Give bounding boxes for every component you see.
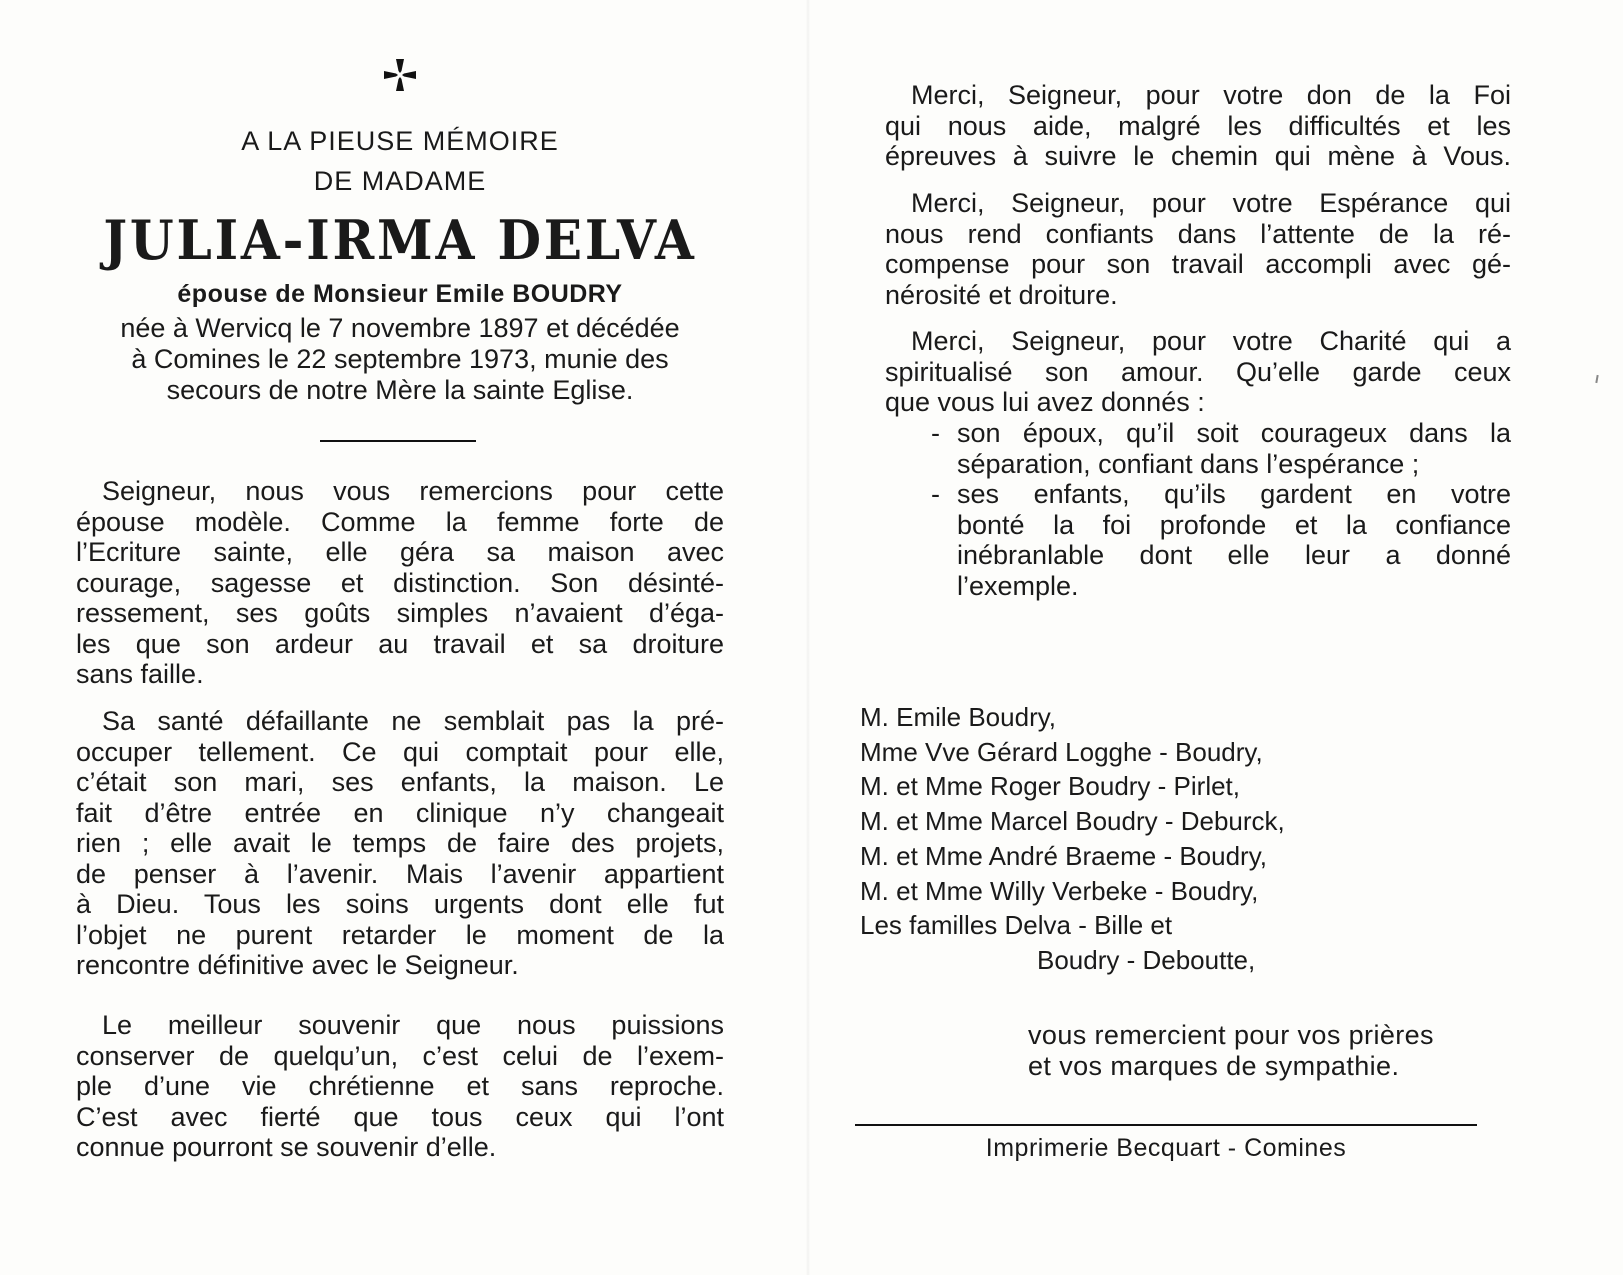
memorial-heading: A LA PIEUSE MÉMOIRE (241, 126, 559, 156)
prayer-paragraph-hope (885, 188, 1511, 310)
birth-death-details (76, 313, 724, 406)
text-line: c’était son mari, ses enfants, la maison. Le (76, 767, 724, 797)
text-line: séparation, confiant dans l’espérance ; (957, 448, 1420, 479)
text-line: qui nous aide, malgré les difficultés et les (885, 110, 1511, 141)
text-line: Sa santé défaillante ne semblait pas la pré- (102, 706, 724, 736)
scan-speck (1595, 375, 1598, 383)
text-line: Seigneur, nous vous remercions pour cette (102, 476, 724, 506)
memorial-subheading: DE MADAME (313, 166, 487, 196)
family-member: M. et Mme Roger Boudry - Pirlet, (860, 771, 1240, 802)
thanks-message (1028, 1020, 1434, 1082)
footer-divider (855, 1124, 1477, 1126)
text-line: épouse modèle. Comme la femme forte de (76, 506, 724, 537)
family-member: Mme Vve Gérard Logghe - Boudry, (860, 736, 1263, 767)
family-member: Les familles Delva - Bille et (860, 910, 1173, 941)
text-line: sans faille. (76, 659, 204, 689)
text-line: que vous lui avez donnés : (885, 387, 1205, 417)
deceased-name: JULIA-IRMA DELVA (103, 208, 697, 272)
prayer-bullet-list (931, 418, 1511, 601)
thanks-line: et vos marques de sympathie. (1028, 1051, 1400, 1081)
family-member: M. Emile Boudry, (860, 702, 1057, 732)
text-line: rien ; elle avait le temps de faire des projets, (76, 828, 724, 858)
birth-death-line: à Comines le 22 septembre 1973, munie des (131, 344, 669, 374)
card-fold-line (806, 0, 810, 1275)
text-line: compense pour son travail accompli avec gé- (885, 249, 1511, 279)
text-line: rencontre définitive avec le Seigneur. (76, 950, 519, 980)
text-line: courage, sagesse et distinction. Son désinté- (76, 567, 724, 598)
text-line: bonté la foi profonde et la confiance (957, 509, 1511, 540)
text-line: à Dieu. Tous les soins urgents dont elle fut (76, 889, 724, 919)
family-member: M. et Mme André Braeme - Boudry, (860, 840, 1267, 871)
bullet-dash: - (931, 479, 940, 509)
text-line: Merci, Seigneur, pour votre Espérance qui (911, 188, 1511, 218)
tribute-paragraph-1 (76, 476, 724, 690)
text-line: inébranlable dont elle leur a donné (957, 540, 1511, 570)
text-line: spiritualisé son amour. Qu’elle garde ceux (885, 356, 1511, 387)
cross-pattee-icon (383, 58, 417, 92)
text-line: son époux, qu’il soit courageux dans la (957, 418, 1511, 448)
spouse-line: épouse de Monsieur Emile BOUDRY (177, 280, 623, 308)
thanks-line: vous remercient pour vos prières (1028, 1020, 1434, 1050)
text-line: ses enfants, qu’ils gardent en votre (957, 479, 1511, 509)
text-line: ressement, ses goûts simples n’avaient d’éga- (76, 598, 724, 628)
text-line: fait d’être entrée en clinique n’y changeait (76, 797, 724, 828)
text-line: de penser à l’avenir. Mais l’avenir appartient (76, 858, 724, 889)
tribute-paragraph-2 (76, 706, 724, 981)
birth-death-line: née à Wervicq le 7 novembre 1897 et décédée (120, 313, 680, 343)
bullet-dash: - (931, 418, 940, 448)
prayer-paragraph-faith (885, 80, 1511, 172)
divider (320, 440, 476, 442)
text-line: l’objet ne purent retarder le moment de la (76, 919, 724, 950)
text-line: l’exemple. (957, 570, 1079, 601)
tribute-paragraph-3 (76, 1010, 724, 1163)
text-line: l’Ecriture sainte, elle géra sa maison avec (76, 537, 724, 567)
bullet-item-spouse (931, 418, 1511, 479)
text-line: occuper tellement. Ce qui comptait pour elle, (76, 736, 724, 767)
family-member-continuation: Boudry - Deboutte, (1037, 944, 1256, 975)
text-line: Merci, Seigneur, pour votre Charité qui a (911, 326, 1511, 356)
text-line: connue pourront se souvenir d’elle. (76, 1132, 497, 1162)
text-line: les que son ardeur au travail et sa droiture (76, 628, 724, 659)
text-line: ple d’une vie chrétienne et sans reproche. (76, 1071, 724, 1101)
text-line: C’est avec fierté que tous ceux qui l’ont (76, 1101, 724, 1132)
family-member: M. et Mme Willy Verbeke - Boudry, (860, 875, 1259, 906)
prayer-paragraph-charity (885, 326, 1511, 418)
text-line: épreuves à suivre le chemin qui mène à Vous. (885, 141, 1511, 171)
birth-death-line: secours de notre Mère la sainte Eglise. (166, 375, 634, 405)
text-line: conserver de quelqu’un, c’est celui de l’exem- (76, 1040, 724, 1071)
text-line: nous rend confiants dans l’attente de la ré- (885, 218, 1511, 249)
printer-credit: Imprimerie Becquart - Comines (985, 1134, 1347, 1162)
family-member: M. et Mme Marcel Boudry - Deburck, (860, 806, 1285, 837)
text-line: Merci, Seigneur, pour votre don de la Foi (911, 80, 1511, 110)
text-line: Le meilleur souvenir que nous puissions (102, 1010, 724, 1040)
text-line: nérosité et droiture. (885, 279, 1118, 310)
bullet-item-children (931, 479, 1511, 601)
family-list (860, 700, 1285, 978)
